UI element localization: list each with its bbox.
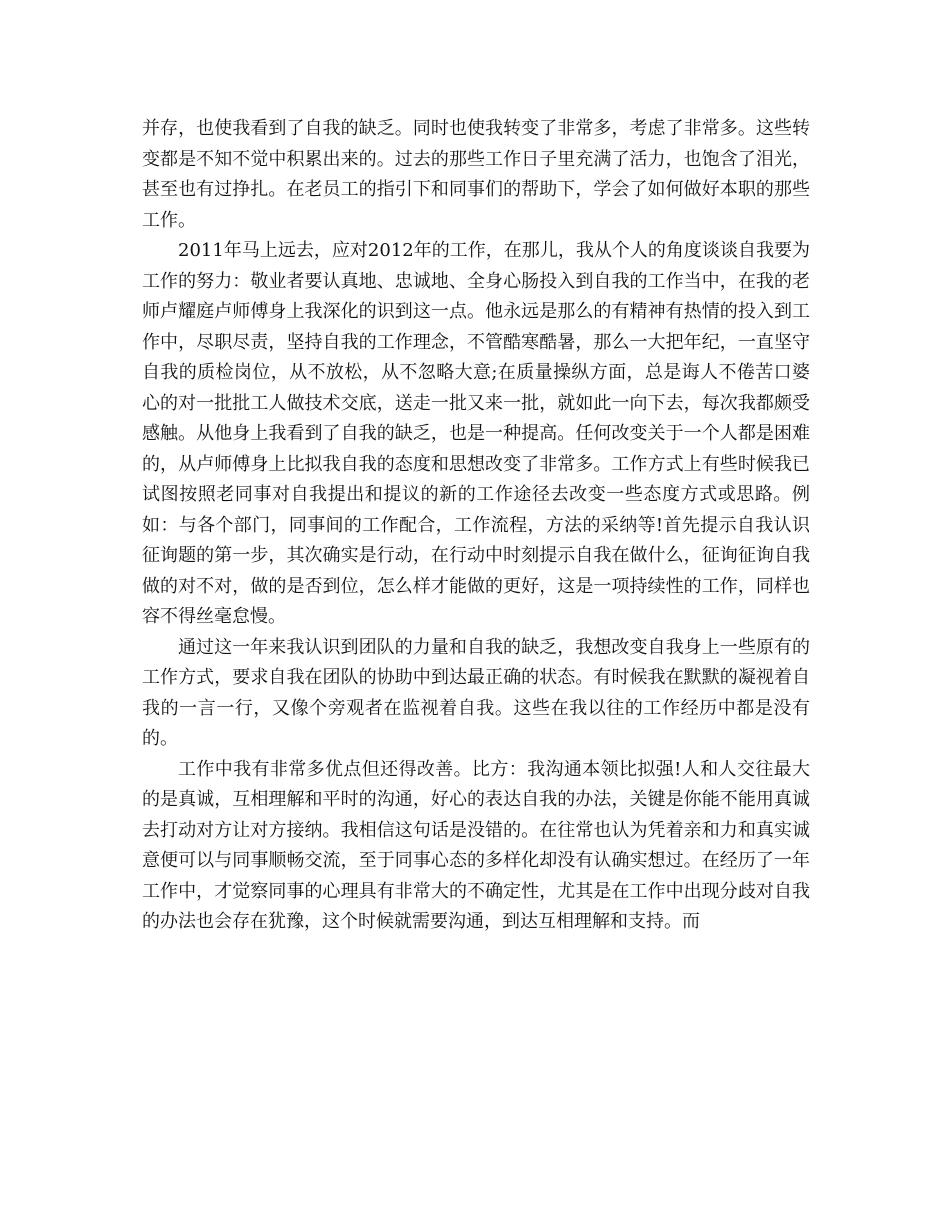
paragraph-3: 通过这一年来我认识到团队的力量和自我的缺乏，我想改变自我身上一些原有的工作方式，要求自我在团队的协助中到达最正确的状态。有时候我在默默的凝视着自我的一言一行，又像个旁观者在监视着自我。这些在我以往的工作经历中都是没有的。 — [142, 636, 810, 749]
paragraph-4: 工作中我有非常多优点但还得改善。比方：我沟通本领比拟强!人和人交往最大的是真诚，互相理解和平时的沟通，好心的表达自我的办法，关键是你能不能用真诚去打动对方让对方接纳。我相信这句话是没错的。在往常也认为凭着亲和力和真实诚意便可以与同事顺畅交流，至于同事心态的多样化却没有认确实想过。在经历了一年工作中，才觉察同事的心理具有非常大的不确定性，尤其是在工作中出现分歧对自我的办法也会存在犹豫，这个时候就需要沟通，到达互相理解和支持。而 — [142, 758, 810, 932]
paragraph-1: 并存，也使我看到了自我的缺乏。同时也使我转变了非常多，考虑了非常多。这些转变都是不知不觉中积累出来的。过去的那些工作日子里充满了活力，也饱含了泪光，甚至也有过挣扎。在老员工的指引下和同事们的帮助下，学会了如何做好本职的那些工作。 — [142, 118, 810, 231]
paragraph-2: 2011年马上远去，应对2012年的工作，在那儿，我从个人的角度谈谈自我要为工作的努力：敬业者要认真地、忠诚地、全身心肠投入到自我的工作当中，在我的老师卢耀庭卢师傅身上我深化的识到这一点。他永远是那么的有精神有热情的投入到工作中，尽职尽责，坚持自我的工作理念，不管酷寒酷暑，那么一大把年纪，一直坚守自我的质检岗位，从不放松，从不忽略大意;在质量操纵方面，总是诲人不倦苦口婆心的对一批批工人做技术交底，送走一批又来一批，就如此一向下去，每次我都颇受感触。从他身上我看到了自我的缺乏，也是一种提高。任何改变关于一个人都是困难的，从卢师傅身上比拟我自我的态度和思想改变了非常多。工作方式上有些时候我已试图按照老同事对自我提出和提议的新的工作途径去改变一些态度方式或思路。例如：与各个部门，同事间的工作配合，工作流程，方法的采纳等!首先提示自我认识征询题的第一步，其次确实是行动，在行动中时刻提示自我在做什么，征询征询自我做的对不对，做的是否到位，怎么样才能做的更好，这是一项持续性的工作，同样也容不得丝毫怠慢。 — [142, 240, 810, 627]
document-body — [142, 114, 810, 938]
